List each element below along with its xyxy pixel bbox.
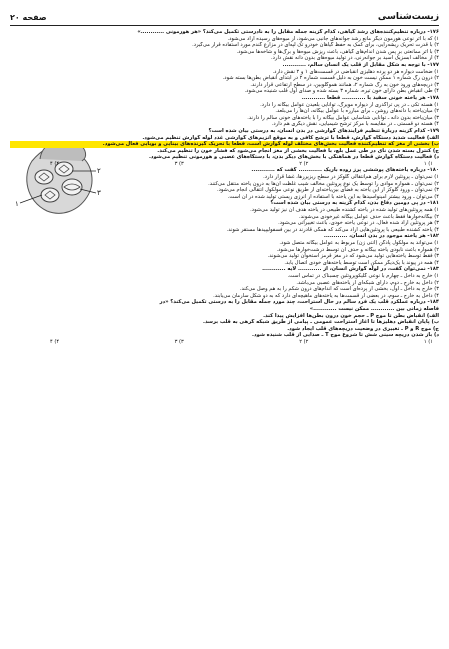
option-1[interactable]: ۱) ضخامت دیواره هر دو پرده دهلیزی انقباضی در قسمت‌های ۱ و ۲ نقش دارد. xyxy=(272,68,439,75)
statement-d: د) باز شدن دریچه سینی شش تا شروع موج T ـ صدایی از قلب شنیده شود. xyxy=(252,332,439,339)
question-178 xyxy=(116,95,439,128)
question-180 xyxy=(10,167,439,200)
choice-4[interactable]: ۴) ۴ xyxy=(50,160,60,167)
statement-a: الف) فعالیت شدید دستگاه گوارش، قطعاً با ترشح کافی و به موقع آنزیم‌های گوارشی غدد لوله گوارش تنظیم می‌شود. xyxy=(142,134,439,141)
page-number: صفحه ۲۰ xyxy=(10,13,47,22)
option-4[interactable]: ۴) داخل به خارج ـ سوم، در بعضی از قسمت‌ها به یاخته‌های ماهیچه‌ای دارد که به دو شکل سازمان می‌یابند. xyxy=(213,292,439,299)
option-2[interactable]: ۲) درون رگ شماره ۱ ممکن نیست خون به دلیل قسمت شماره ۲ در ابتدای انقباض بطن‌ها بسته شود. xyxy=(222,75,439,82)
option-3[interactable]: ۳) با اثر ممانعتی بر پس شدن اندام‌های گیاهی، باعث ریزش میوه‌ها و برگ‌ها و شاخه‌ها می‌شود. xyxy=(236,48,439,55)
option-3[interactable]: ۳) فقط توسط یاخته‌هایی تولید می‌شود که در مغز قرمز استخوان تولید می‌شوند. xyxy=(267,253,439,260)
option-1[interactable]: ۱) که با اثر نوعی هورمون دیگر مانع رشد جوانه‌های جانبی می‌شود، از میوه‌های رسیده آزاد می‌شود. xyxy=(227,35,439,42)
answer-choices xyxy=(10,339,439,346)
question-stem: ۱۷۹- کدام گزینه دربارهٔ تنظیم فرایندهای گوارشی در بدن انسان، به درستی بیان شده است؟ xyxy=(208,127,439,134)
option-1[interactable]: ۱) هسته تکی ـ در پی تراگذری از دیواره مویرگ، توانایی بلعیدن عوامل بیگانه را دارد. xyxy=(260,101,439,108)
option-2[interactable]: ۲) همواره باعث نابودی یاخته بیگانه و حذف آن توسط درشت‌خوارها می‌شود. xyxy=(276,246,439,253)
option-1[interactable]: ۱) خارج به داخل ـ چهارم با نوعی گلیکوپروتئین چسبناک در تماس است. xyxy=(287,272,439,279)
question-177 xyxy=(116,62,439,95)
question-176 xyxy=(10,29,439,62)
option-1[interactable]: ۱) می‌تواند به مولکول پادگن (آنتی ژن) مربوط به عوامل بیگانه متصل شود. xyxy=(279,240,439,246)
statement-d: د) فعالیت دستگاه گوارش قطعاً در هماهنگی با بخش‌های دیگر بدن، با دستگاه‌های عصبی و هورمونی تنظیم می‌شود. xyxy=(148,154,439,161)
statement-b: ب) پایان انقباض دهلیزها تا آغاز استراحت عمومی ـ پیامی از طریق شبکه گرهی به قلب برسد. xyxy=(203,319,439,326)
choice-2[interactable]: ۲) ۲ xyxy=(299,160,309,167)
statement-c: ج) کنترل بسته شدن نای در طی عمل بلع، با فعالیت بخشی از مغز انجام می‌شود که فشار خون را تنظیم می‌کند. xyxy=(157,147,439,154)
option-4[interactable]: ۴) طی انقباض بطن دارای خون تیره، شماره ۳ بسته شده و صدای اول قلب شنیده می‌شود. xyxy=(244,88,439,95)
option-4[interactable]: ۴) می‌توان ـ ورود بیشتر آمینواسیدها به این یاخته با استفاده از انرژی زیستی تولید شده در آن است. xyxy=(227,193,439,200)
choice-1[interactable]: ۱) ۱ xyxy=(423,338,433,345)
question-stem: ۱۷۶- درباره تنظیم‌کننده‌های رشد گیاهی، کدام گزینه جمله مقابل را به نادرستی تکمیل می‌کند؟ «هر هورمونی ............» xyxy=(137,29,439,35)
option-1[interactable]: ۱) نمی‌توان ـ پروتئین لازم برای هم‌انتقالی گلوکز در سطح ریزپرزها، غشا قرار دارد. xyxy=(263,174,439,181)
figure-label-3: ۳ xyxy=(97,189,101,197)
header-divider xyxy=(10,25,439,26)
option-4[interactable]: ۴) هسته دو قسمتی ـ در مقایسه با مرکز ترشح شیمیایی، نقش دیگری هم دارد. xyxy=(271,121,439,128)
question-184 xyxy=(10,299,439,345)
option-4[interactable]: ۴) یاخته کشنده طبیعی با پروتئین‌هایی آزاد می‌کند که همگی قادرند در بین فسفولیپیدها مستقر شوند. xyxy=(226,226,439,233)
option-4[interactable]: ۴) همه در پیوند با یک‌دیگر ممکن است توسط یاخته‌های خودی اتصال یابد. xyxy=(284,259,439,266)
question-stem: ۱۸۱- در پی دومین دفاع بدن، کدام گزینه به درستی بیان شده است؟ xyxy=(270,200,439,207)
option-2[interactable]: ۲) بیگانه‌خوارها فقط باعث حذف عوامل بیگانه غیرخودی می‌شوند. xyxy=(298,213,439,220)
question-stem: ۱۷۸- هر یاخته خونی سفید با ............ قطعاً ............ xyxy=(301,94,439,101)
option-1[interactable]: ۱) همه پروتئین‌های تولید شده در یاخته کشنده طبیعی در یاخته هدف آن نیز تولید می‌شود. xyxy=(250,207,439,214)
question-stem: ۱۸۲- هر یاخته موجود در بدن انسان، ............ xyxy=(323,233,439,240)
question-stem-line-1: ۱۸۴- درباره عملکرد قلب یک فرد سالم در حال استراحت، چند مورد جمله مقابل را به درستی تکمیل می‌کند؟ «در xyxy=(159,299,439,306)
page-header xyxy=(10,6,439,22)
figure-label-2: ۲ xyxy=(97,167,101,175)
option-2[interactable]: ۲) با قدرت تحریک ریشه‌زایی، برای کمک به حفظ گیاهان خودرو تک لپه‌ای در مزارع گندم مورد استفاده قرار می‌گیرد. xyxy=(192,42,439,49)
option-2[interactable]: ۲) داخل به خارج ـ دوم، دارای شبکه‌ای از یاخته‌های عصبی می‌باشد. xyxy=(296,279,439,286)
option-3[interactable]: ۳) نمی‌توان ـ ورود گلوکز از این یاخته به فضای بین‌یاخته‌ای از طریق نوعی مولکول انتقالی انجام می‌شود. xyxy=(216,187,439,194)
option-3[interactable]: ۳) میان‌یاخته بدون دانه ـ توانایی شناسایی عوامل بیگانه را با یاخته‌های خونی سالم را دارند. xyxy=(247,114,439,121)
question-stem-line-2: فاصله زمانی بین ............ ممکن نیست ............» xyxy=(309,305,439,312)
option-3[interactable]: ۳) دریچه‌های ورود خون به رگ شماره ۲، همانند هموگلوبین، در سطح ارتفاعی قرار دارند. xyxy=(250,81,439,88)
statement-c: ج) موج R و P ـ تغییری در وضعیت دریچه‌های قلب ایجاد شود. xyxy=(287,325,439,332)
choice-2[interactable]: ۲) ۲ xyxy=(299,338,309,345)
question-stem: ۱۷۷- با توجه به شکل مقابل از قلب یک انسان سالم، ............ xyxy=(282,61,439,68)
question-stem: ۱۸۰- درباره یاخته‌های پوششی پرز روده باریک ............ گفت که ............ xyxy=(251,167,439,174)
choice-4[interactable]: ۴) ۴ xyxy=(50,338,60,345)
question-179 xyxy=(10,128,439,168)
subject-title: زیست‌شناسی xyxy=(377,12,439,22)
question-182 xyxy=(10,233,439,266)
option-4[interactable]: ۴) از مخالف آبسزیک اسید بر جوانه‌زنی، در تولید میوه‌های بدون دانه نقش دارد. xyxy=(271,55,439,62)
option-3[interactable]: ۳) خارج به داخل ـ اول، بخشی از پرده‌ای است که اندام‌های درون شکم را به هم وصل می‌کند. xyxy=(239,286,439,293)
question-stem: ۱۸۳- نمی‌توان گفت، در لوله گوارش انسان، از ............ لایه ............ xyxy=(262,266,439,273)
choice-3[interactable]: ۳) ۳ xyxy=(174,160,184,167)
answer-choices xyxy=(10,161,439,168)
option-2[interactable]: ۲) میان‌یاخته با دانه‌های روشن ـ برای مبارزه با عوامل بیگانه، آن‌ها را می‌بلعد. xyxy=(275,108,439,115)
option-2[interactable]: ۲) نمی‌توان ـ همواره موادی را توسط یک نوع پروتئین مخالف شیب غلظت آن‌ها به درون یاخته منتقل می‌کنند. xyxy=(208,180,439,187)
choice-3[interactable]: ۳) ۳ xyxy=(174,338,184,345)
questions-body xyxy=(10,29,439,346)
option-3[interactable]: ۳) هر پروتئین آزاد شده فعال، در نوعی یاخته خودی، باعث تغییراتی می‌شود. xyxy=(278,220,439,227)
statement-b: ب) بخشی از مغز که تنظیم‌کننده فعالیت بخش‌های مختلف لوله گوارش است، قطعاً با تحریک گیرنده‌های بینایی و بویایی فعال می‌شود. xyxy=(10,141,439,148)
choice-1[interactable]: ۱) ۱ xyxy=(423,160,433,167)
question-183 xyxy=(10,266,439,299)
statement-a: الف) انقباض بطن تا موج P ـ حجم خون درون بطن‌ها افزایش پیدا کند. xyxy=(263,312,439,319)
figure-label-1: ۱ xyxy=(15,200,19,208)
question-181 xyxy=(10,200,439,233)
